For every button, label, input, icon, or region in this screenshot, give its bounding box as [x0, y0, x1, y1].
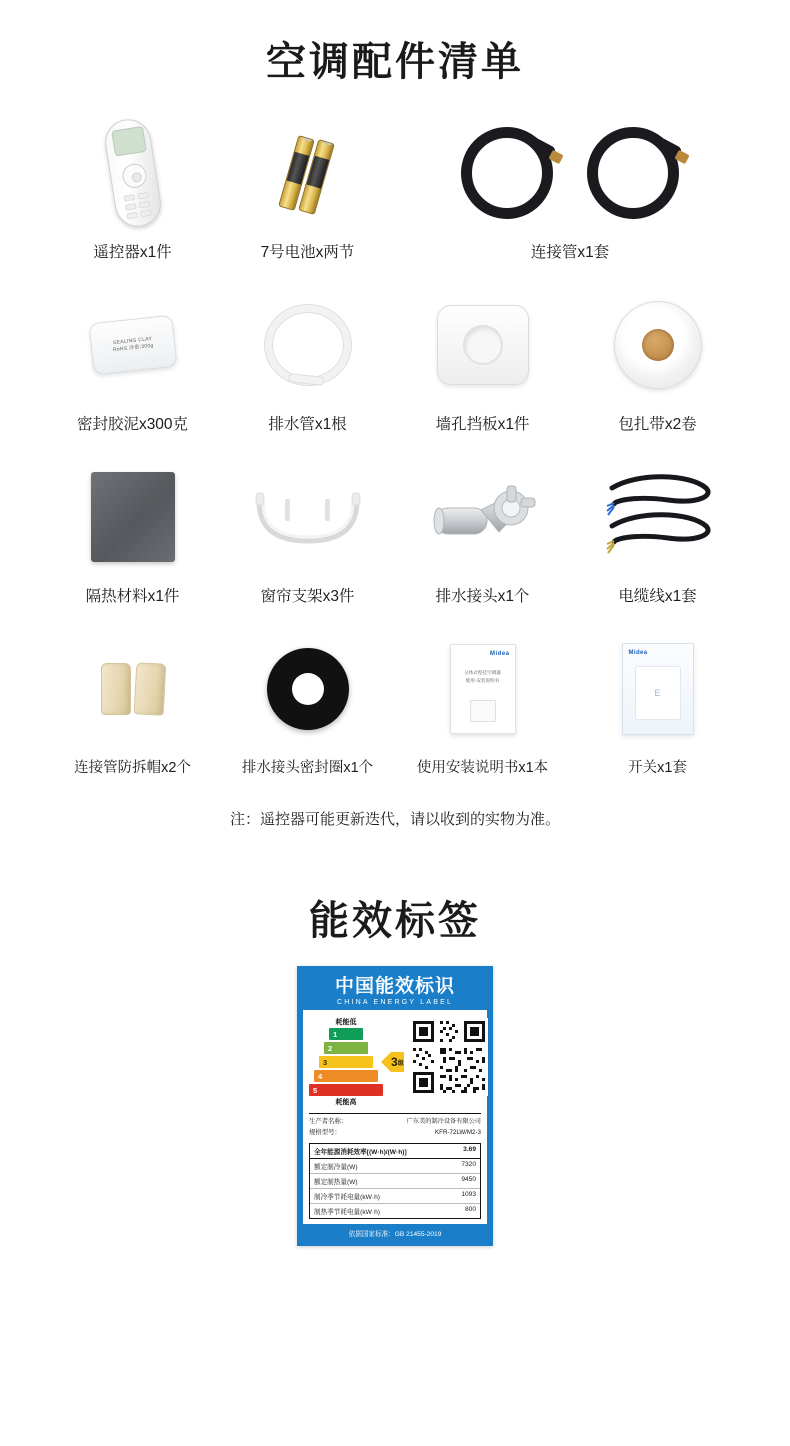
grade-bar: 2 — [324, 1042, 368, 1054]
selected-grade-suffix: 级 — [397, 1060, 404, 1067]
metrics-row — [310, 1174, 480, 1189]
accessory-label: 密封胶泥x300克 — [76, 416, 189, 434]
metric-name: 额定制热量(W) — [314, 1178, 358, 1186]
manufacturer-value: 广东美的制冷设备有限公司 — [406, 1118, 481, 1126]
switch-face-text: E — [654, 688, 661, 699]
energy-label-body — [303, 1010, 487, 1224]
page-title: 空调配件清单 — [266, 40, 524, 84]
accessory-item-insulation — [45, 463, 220, 635]
accessory-row — [45, 119, 745, 291]
scale-top-label: 耗能低 — [335, 1019, 357, 1027]
accessory-label: 连接管防拆帽x2个 — [74, 760, 191, 777]
model-label: 规格型号： — [309, 1129, 341, 1137]
grade-bar: 1 — [329, 1028, 363, 1040]
selected-grade-arrow — [391, 1052, 404, 1072]
model-row — [309, 1128, 481, 1139]
accessory-item-remote — [45, 119, 220, 291]
booklet-brand: Midea — [489, 651, 510, 658]
energy-grade-scale — [309, 1016, 383, 1108]
energy-label-wrapper — [0, 966, 790, 1306]
energy-meta — [309, 1113, 481, 1139]
selected-grade-value: 3 — [391, 1055, 398, 1070]
manufacturer-label: 生产者名称： — [309, 1118, 348, 1126]
accessory-item-wall-hole-cover — [395, 291, 570, 463]
energy-label-header — [303, 972, 487, 1010]
accessory-label: 遥控器x1件 — [93, 244, 172, 261]
metrics-row — [310, 1204, 480, 1218]
metric-value: 3.69 — [463, 1145, 476, 1153]
metric-name: 全年能源消耗效率[(W·h)/(W·h)] — [314, 1148, 407, 1156]
remote-control-icon — [45, 119, 220, 227]
scale-bottom-label: 耗能高 — [335, 1099, 357, 1107]
accessory-label: 使用安装说明书x1本 — [416, 760, 549, 777]
accessory-item-power-cable — [570, 463, 745, 635]
drain-seal-ring-icon — [220, 635, 395, 743]
switch-panel-icon — [570, 635, 745, 743]
energy-grade-area — [309, 1016, 481, 1108]
accessory-item-binding-tape — [570, 291, 745, 463]
energy-label-header-cn: 中国能效标识 — [334, 976, 455, 998]
accessory-item-manual — [395, 635, 570, 806]
metric-name: 制冷季节耗电量(kW·h) — [314, 1193, 380, 1201]
energy-label-section-title: 能效标签 — [309, 899, 481, 944]
metrics-row — [310, 1189, 480, 1204]
clay-text-line1: SEALING CLAY — [112, 335, 152, 346]
accessory-label: 排水管x1根 — [268, 416, 347, 434]
accessory-row — [45, 463, 745, 635]
battery-icon — [220, 119, 395, 227]
accessory-label: 排水接头密封圈x1个 — [241, 760, 374, 777]
binding-tape-icon — [570, 291, 745, 399]
metrics-row — [310, 1144, 480, 1159]
energy-metrics-table — [309, 1143, 481, 1219]
pipe-protective-cap-icon — [45, 635, 220, 743]
booklet-title-line2: 使用·安装说明书 — [465, 677, 500, 683]
accessory-list — [45, 119, 745, 806]
curtain-bracket-icon — [220, 463, 395, 571]
accessory-label: 隔热材料x1件 — [85, 588, 180, 606]
accessory-label: 电缆线x1套 — [618, 588, 697, 606]
metrics-row — [310, 1159, 480, 1174]
accessory-item-drain-hose — [220, 291, 395, 463]
model-value: KFR-72LW/M2-3 — [435, 1129, 481, 1137]
accessory-note: 注：遥控器可能更新迭代，请以收到的实物为准。 — [229, 811, 560, 829]
metric-name: 额定制冷量(W) — [314, 1163, 358, 1171]
wall-hole-cover-icon — [395, 291, 570, 399]
booklet-illustration — [470, 700, 496, 722]
metric-value: 1093 — [461, 1190, 476, 1198]
drain-hose-icon — [220, 291, 395, 399]
accessory-item-sealing-clay — [45, 291, 220, 463]
grade-bar: 3 — [319, 1056, 373, 1068]
accessory-label: 排水接头x1个 — [435, 588, 530, 606]
accessory-item-curtain-bracket — [220, 463, 395, 635]
accessory-row — [45, 635, 745, 806]
manufacturer-row — [309, 1117, 481, 1128]
accessory-item-battery — [220, 119, 395, 291]
accessory-row — [45, 291, 745, 463]
metric-name: 制热季节耗电量(kW·h) — [314, 1208, 380, 1216]
metric-value: 7320 — [461, 1160, 476, 1168]
energy-label-header-en: CHINA ENERGY LABEL — [336, 999, 454, 1007]
manual-booklet-icon — [395, 635, 570, 743]
sealing-clay-icon — [45, 291, 220, 399]
metric-value: 9450 — [461, 1175, 476, 1183]
booklet-title-line1: 分体式壁挂空调器 — [464, 670, 501, 676]
grade-bars — [309, 1028, 383, 1096]
grade-bar: 5 — [309, 1084, 383, 1096]
clay-text-line2: RoHS 净重:300g — [112, 343, 154, 354]
accessory-label: 7号电池x两节 — [260, 244, 355, 261]
drain-connector-icon — [395, 463, 570, 571]
accessory-item-protective-cap — [45, 635, 220, 806]
accessory-label: 包扎带x2卷 — [618, 416, 697, 434]
accessory-label: 墙孔挡板x1件 — [435, 416, 530, 434]
switch-brand: Midea — [628, 650, 648, 657]
accessory-item-switch — [570, 635, 745, 806]
energy-standard: 依据国家标准：GB 21455-2019 — [348, 1230, 442, 1238]
accessory-label: 连接管x1套 — [530, 244, 610, 261]
accessory-item-drain-connector — [395, 463, 570, 635]
insulation-material-icon — [45, 463, 220, 571]
power-cable-icon — [570, 463, 745, 571]
energy-label — [297, 966, 493, 1246]
grade-bar: 4 — [314, 1070, 378, 1082]
metric-value: 800 — [464, 1205, 476, 1213]
qr-code-icon — [410, 1018, 488, 1096]
connecting-pipe-icon — [395, 119, 745, 227]
accessory-label: 窗帘支架x3件 — [260, 588, 355, 606]
accessory-label: 开关x1套 — [628, 760, 687, 777]
accessory-item-connecting-pipe — [395, 119, 745, 291]
accessory-item-seal-ring — [220, 635, 395, 806]
